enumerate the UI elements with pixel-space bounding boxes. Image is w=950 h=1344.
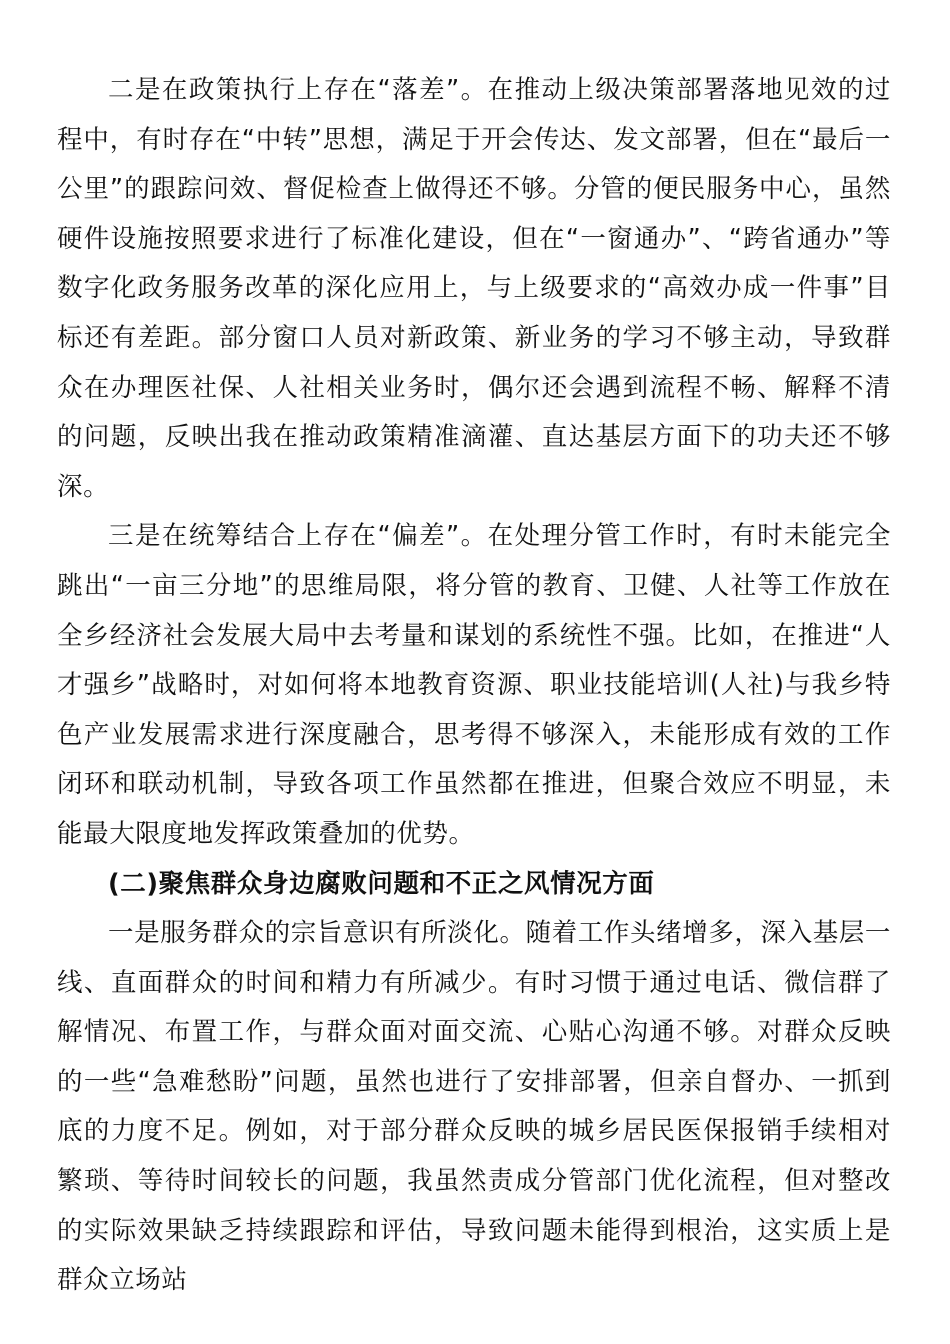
- section-heading: (二)聚焦群众身边腐败问题和不正之风情况方面: [108, 868, 655, 899]
- paragraph-overall-coordination: 三是在统筹结合上存在“偏差”。在处理分管工作时，有时未能完全跳出“一亩三分地”的思维局限，将分管的教育、卫健、人社等工作放在全乡经济社会发展大局中去考量和谋划的系统性不强。比如，在推进“人才强乡”战略时，对如何将本地教育资源、职业技能培训(人社)与我乡特色产业发展需求进行深度融合，思考得不够深入，未能形成有效的工作闭环和联动机制，导致各项工作虽然都在推进，但聚合效应不明显，未能最大限度地发挥政策叠加的优势。: [57, 521, 891, 849]
- paragraph-policy-execution: 二是在政策执行上存在“落差”。在推动上级决策部署落地见效的过程中，有时存在“中转”思想，满足于开会传达、发文部署，但在“最后一公里”的跟踪问效、督促检查上做得还不够。分管的便民服务中心，虽然硬件设施按照要求进行了标准化建设，但在“一窗通办”、“跨省通办”等数字化政务服务改革的深化应用上，与上级要求的“高效办成一件事”目标还有差距。部分窗口人员对新政策、新业务的学习不够主动，导致群众在办理医社保、人社相关业务时，偶尔还会遇到流程不畅、解释不清的问题，反映出我在推动政策精准滴灌、直达基层方面下的功夫还不够深。: [57, 75, 891, 502]
- paragraph-serving-masses: 一是服务群众的宗旨意识有所淡化。随着工作头绪增多，深入基层一线、直面群众的时间和精力有所减少。有时习惯于通过电话、微信群了解情况、布置工作，与群众面对面交流、心贴心沟通不够。对群众反映的一些“急难愁盼”问题，虽然也进行了安排部署，但亲自督办、一抓到底的力度不足。例如，对于部分群众反映的城乡居民医保报销手续相对繁琐、等待时间较长的问题，我虽然责成分管部门优化流程，但对整改的实际效果缺乏持续跟踪和评估，导致问题未能得到根治，这实质上是群众立场站: [57, 918, 892, 1296]
- document-body: [57, 66, 891, 1306]
